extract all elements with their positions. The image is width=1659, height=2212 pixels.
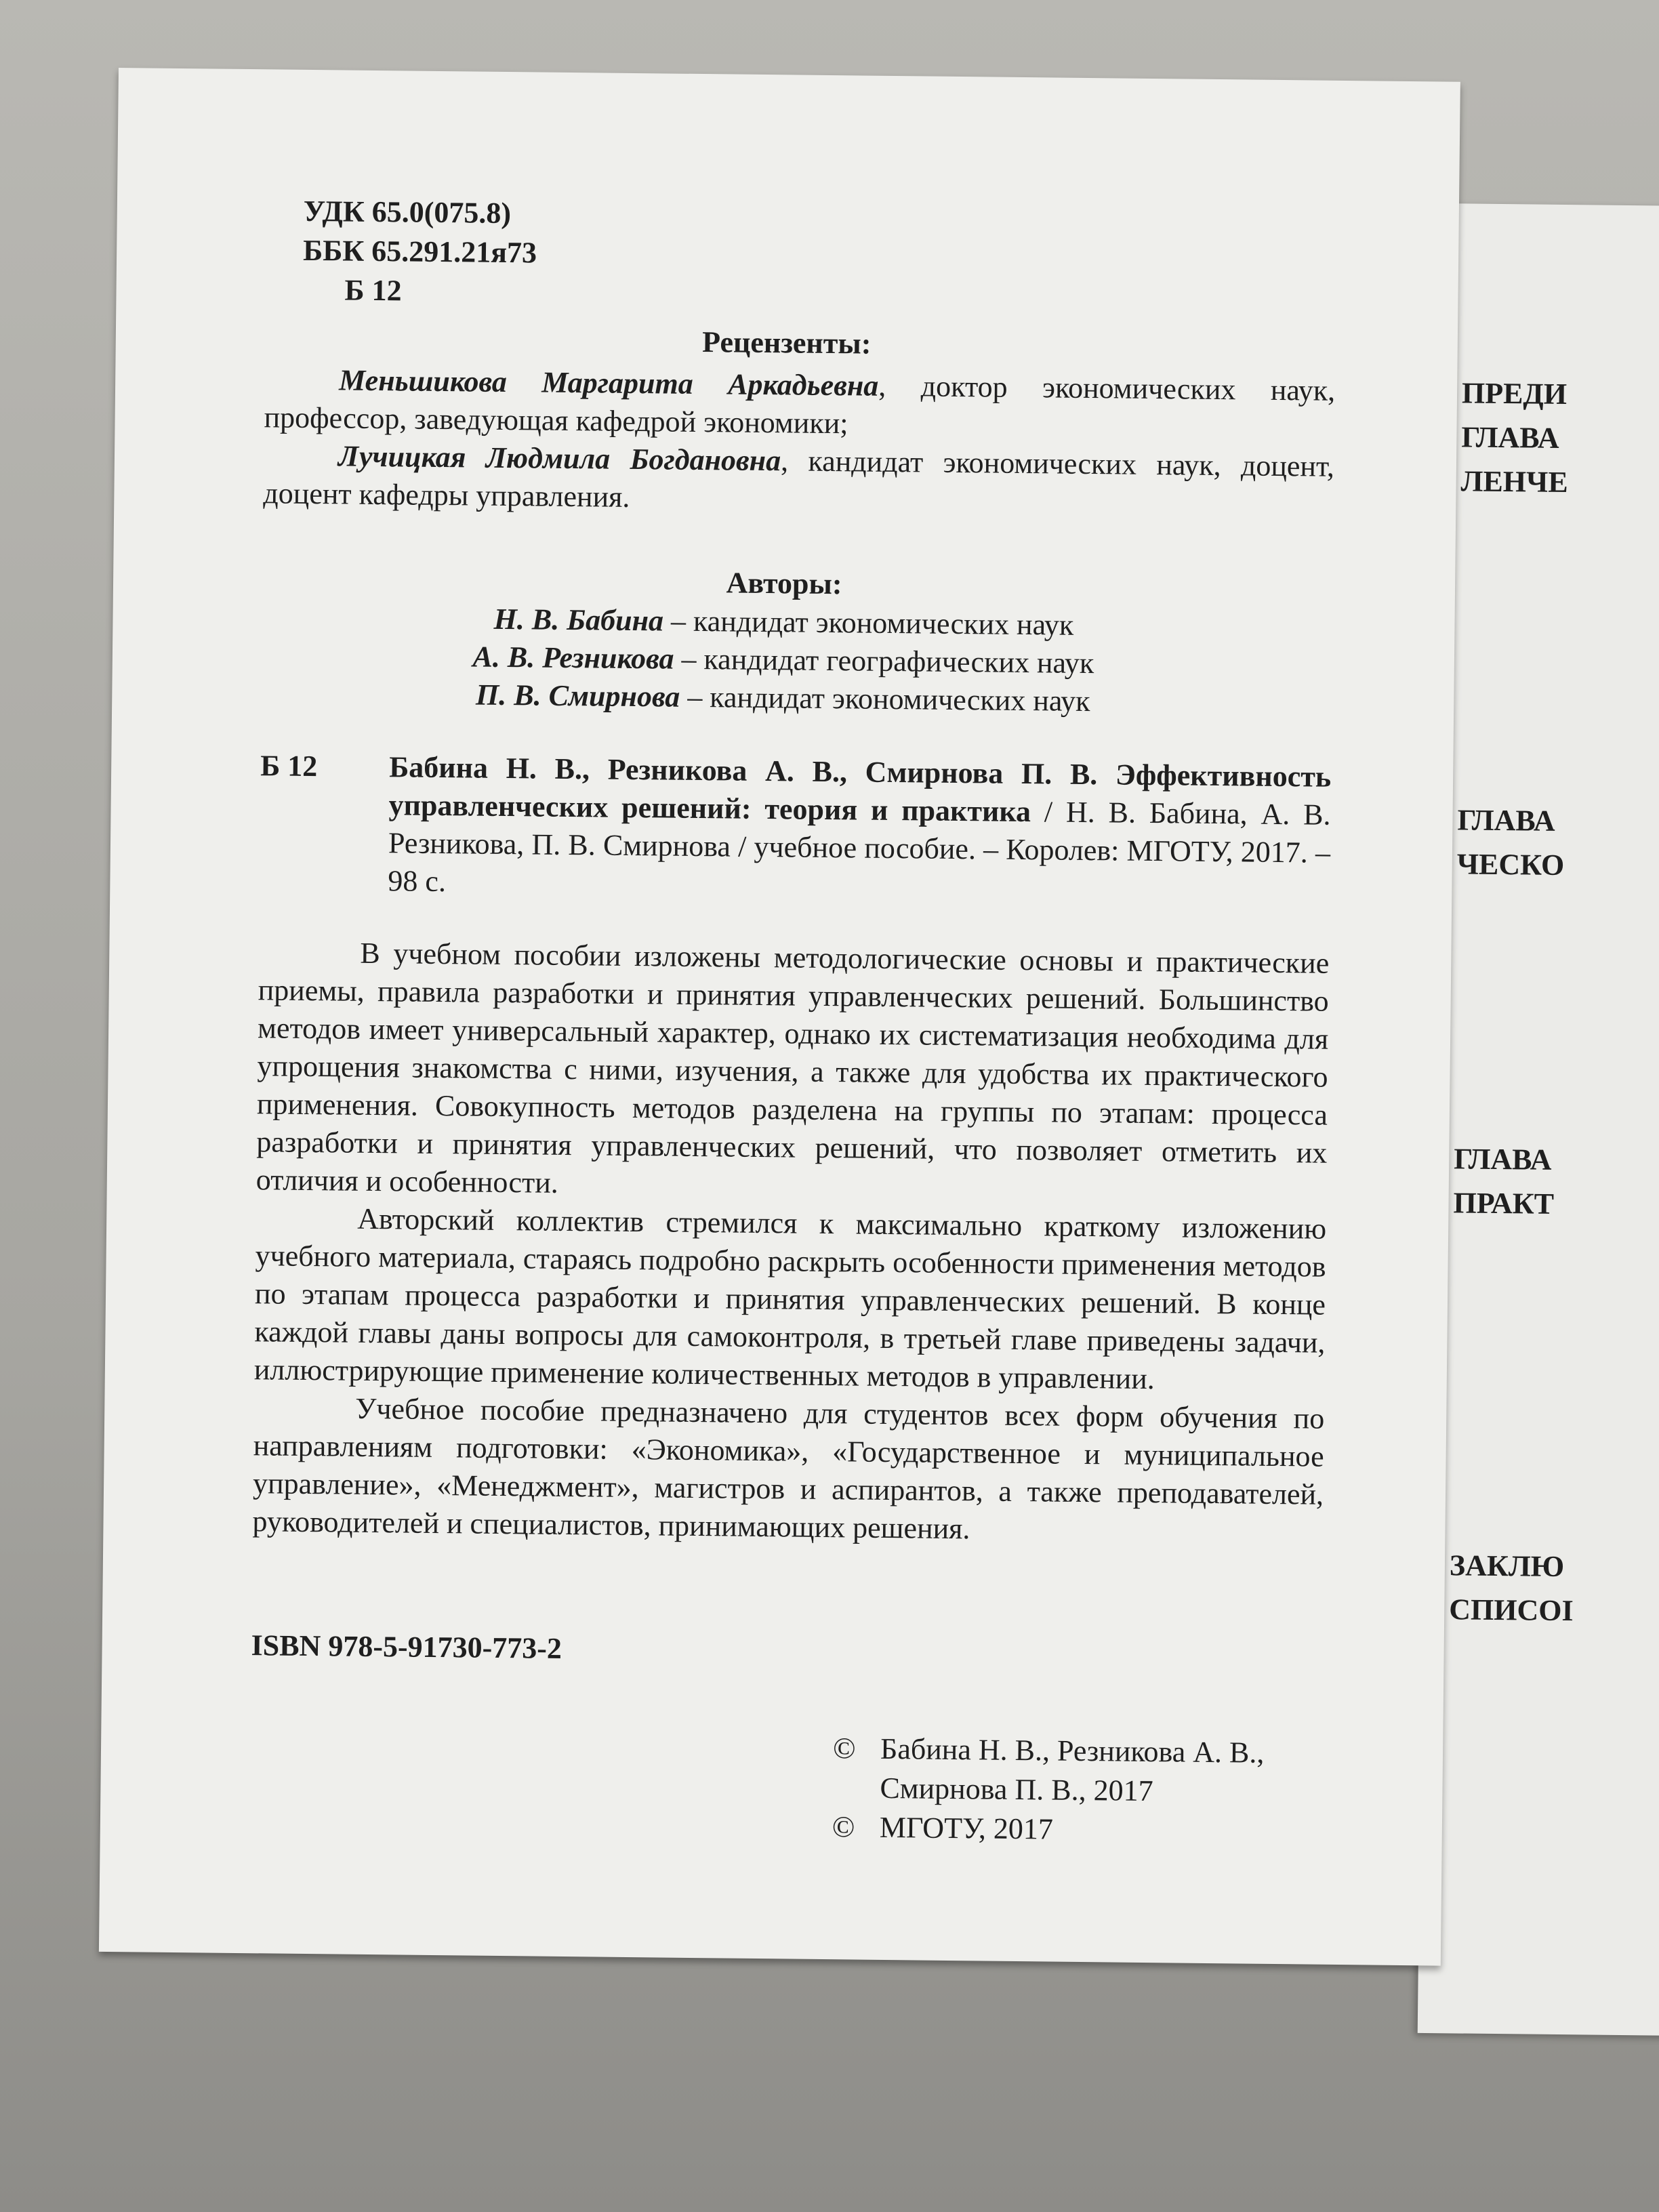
- reviewer-2-name: Лучицкая Людмила Богдановна: [337, 439, 781, 478]
- toc-line: ПРЕДИ: [1461, 376, 1568, 411]
- isbn: ISBN 978-5-91730-773-2: [251, 1629, 562, 1665]
- annotation: [252, 933, 1329, 1551]
- copyright-publisher: МГОТУ, 2017: [879, 1810, 1054, 1846]
- copyright-block: [832, 1729, 1265, 1851]
- toc-line: ГЛАВА: [1461, 420, 1559, 455]
- biblio-code: Б 12: [260, 749, 318, 783]
- authors-list: [112, 596, 1455, 724]
- bibliographic-record: [259, 747, 1331, 910]
- reviewer-2: [263, 436, 1334, 524]
- biblio-title: Бабина Н. В., Резникова А. В., Смирнова П. В. Эффективность управленческих решений: теория и практика: [388, 750, 1332, 829]
- reviewers-heading: Рецензенты:: [701, 325, 872, 361]
- reviewer-2-desc: , кандидат экономических наук, доцент, доцент кафедры управления.: [263, 444, 1335, 514]
- title-page-reverse: [99, 68, 1460, 1966]
- toc-line: ГЛАВА: [1457, 803, 1556, 838]
- toc-line: ЗАКЛЮ: [1449, 1549, 1565, 1584]
- toc-line: ЛЕНЧЕ: [1460, 464, 1568, 499]
- author-name: А. В. Резникова: [472, 640, 674, 676]
- toc-line: ГЛАВА: [1453, 1142, 1552, 1176]
- reviewer-1-name: Меньшикова Маргарита Аркадьевна: [338, 363, 879, 403]
- author-degree: – кандидат экономических наук: [680, 680, 1090, 718]
- copyright-authors: Бабина Н. В., Резникова А. В.,: [880, 1732, 1265, 1769]
- author-degree: – кандидат экономических наук: [663, 604, 1074, 642]
- author-degree: – кандидат географических наук: [674, 642, 1094, 680]
- annotation-paragraph: Учебное пособие предназначено для студентов всех форм обучения по направлениям подготовки: «Экономика», «Государственное и муниципальное управление», «Менеджмент», магистров и аспирантов, а также преподавателей, руководителей и специалистов, принимающих решения.: [252, 1391, 1325, 1546]
- udk-code: УДК 65.0(075.8): [303, 194, 512, 230]
- copyright-icon: ©: [832, 1810, 855, 1844]
- toc-line: ПРАКТ: [1453, 1186, 1555, 1221]
- biblio-text: [388, 748, 1331, 910]
- authors-heading: Авторы:: [726, 566, 842, 601]
- annotation-paragraph: В учебном пособии изложены методологические основы и практические приемы, правила разработки и принятия управленческих решений. Большинство методов имеет универсальный характер, однако их систематизация необходима для упрощения знакомства с ними, изучения, а также для удобства их практического применения. Совокупность методов разделена на группы по этапам: процесса разработки и принятия управленческих решений, что позволяет отметить их отличия и особенности.: [255, 936, 1330, 1200]
- toc-line: ЧЕСКО: [1456, 847, 1565, 882]
- classification-codes: [302, 192, 537, 312]
- author-mark: Б 12: [344, 273, 402, 308]
- toc-line: СПИСОІ: [1449, 1593, 1574, 1628]
- bbk-code: ББК 65.291.21я73: [302, 233, 537, 270]
- reviewer-1: [264, 361, 1335, 448]
- copyright-authors-cont: Смирнова П. В., 2017: [880, 1771, 1153, 1808]
- annotation-paragraph: Авторский коллектив стремился к максимально краткому изложению учебного материала, стараясь подробно раскрыть особенности применения методов по этапам процесса разработки и принятия управленческих решений. В конце каждой главы даны вопросы для самоконтроля, в третьей главе приведены задачи, иллюстрирующие применение количественных методов в управлении.: [253, 1202, 1327, 1396]
- copyright-icon: ©: [832, 1732, 856, 1765]
- biblio-details: / Н. В. Бабина, А. В. Резникова, П. В. Смирнова / учебное пособие. – Королев: МГОТУ, 2017. – 98 с.: [388, 795, 1331, 899]
- author-name: Н. В. Бабина: [493, 602, 664, 638]
- author-name: П. В. Смирнова: [475, 678, 680, 714]
- reviewer-1-desc: , доктор экономических наук, профессор, заведующая кафедрой экономики;: [264, 369, 1336, 441]
